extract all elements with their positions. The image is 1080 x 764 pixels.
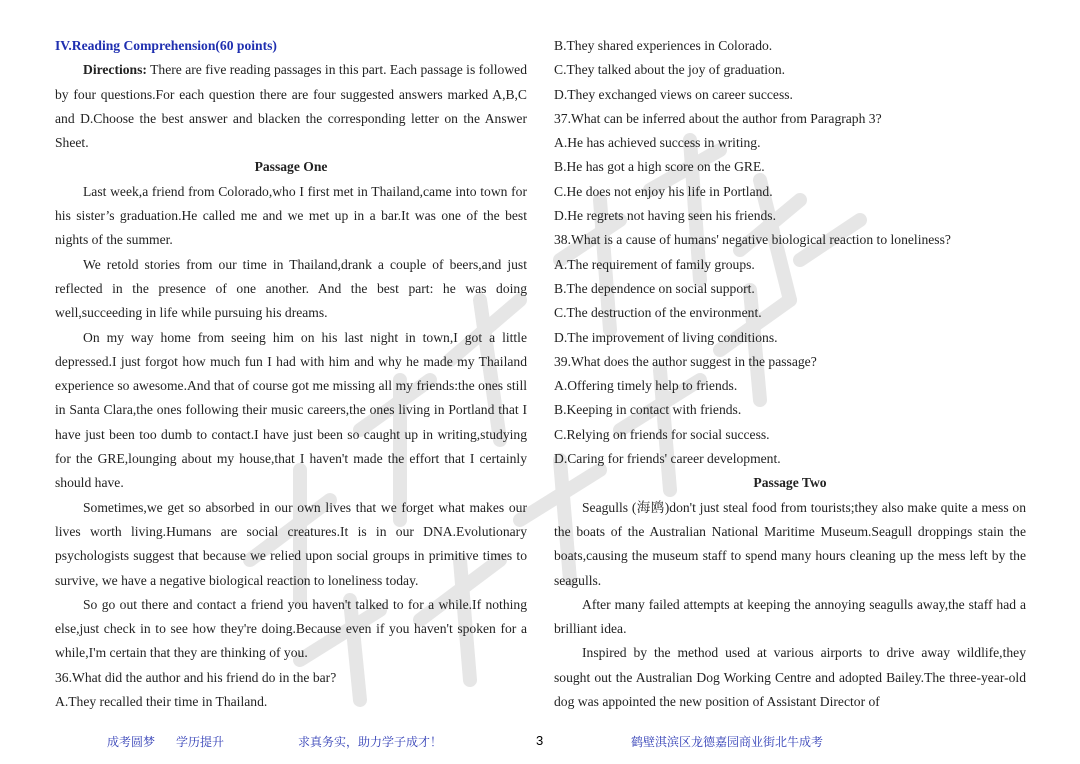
paragraph: Last week,a friend from Colorado,who I first met in Thailand,came into town for his sister’s graduation.He called me and we met up in a bar.It was one of the best nights of the summer. xyxy=(55,183,527,248)
page-number: 3 xyxy=(536,733,544,748)
directions-label: Directions: xyxy=(83,62,147,78)
paragraph: Inspired by the method used at various airports to drive away wildlife,they sought out the Australian Dog Working Centre and adopted Bailey.The three-year-old dog was appointed the new position of Assistant Director of xyxy=(554,645,1026,710)
paragraph: Seagulls (海鸥)don't just steal food from tourists;they also make quite a mess on the boats of the Australian National Maritime Museum.Seagull droppings stain the boats,causing the museum staff to spend many hours cleaning up the mess left by the seagulls. xyxy=(554,499,1026,588)
option: C.He does not enjoy his life in Portland. xyxy=(554,183,773,199)
option: B.He has got a high score on the GRE. xyxy=(554,159,765,175)
directions-text: There are five reading passages in this part. Each passage is followed by four questions.For each question there are four suggested answers marked A,B,C and D.Choose the best answer and blacken the corresponding letter on the Answer Sheet. xyxy=(55,62,527,151)
footer-address: 鹤壁淇滨区龙德嘉园商业街北牛成考 xyxy=(631,735,824,749)
option: A.Offering timely help to friends. xyxy=(554,378,738,394)
footer-slogan-2: 学历提升 xyxy=(176,735,225,749)
option: A.They recalled their time in Thailand. xyxy=(55,694,268,710)
passage-one-title: Passage One xyxy=(254,159,328,175)
left-column xyxy=(55,34,527,714)
option: D.He regrets not having seen his friends. xyxy=(554,208,776,224)
question-37: 37.What can be inferred about the author from Paragraph 3? xyxy=(554,110,882,126)
paragraph: After many failed attempts at keeping the annoying seagulls away,the staff had a brilliant idea. xyxy=(554,596,1026,637)
paragraph: On my way home from seeing him on his last night in town,I got a little depressed.I just forgot how much fun I had with him and why he made my Thailand experience so awesome.And that of course got me missing all my friends:the ones still in Santa Clara,the ones following their music careers,the ones living in Portland that I have just been too dumb to contact.I have just been so caught up in writing,studying for the GRE,lounging about my house,that I haven't made the effort that I certainly should have. xyxy=(55,329,527,491)
option: B.The dependence on social support. xyxy=(554,280,755,296)
footer-slogan-1: 成考圆梦 xyxy=(107,735,156,749)
question-38: 38.What is a cause of humans' negative biological reaction to loneliness? xyxy=(554,232,951,248)
question-36: 36.What did the author and his friend do in the bar? xyxy=(55,669,337,685)
paragraph: So go out there and contact a friend you haven't talked to for a while.If nothing else,just check in to see how they're doing.Because even if you haven't spoken for a while,I'm certain that they are thinking of you. xyxy=(55,596,527,661)
option: A.He has achieved success in writing. xyxy=(554,135,761,151)
paragraph: Sometimes,we get so absorbed in our own lives that we forget what makes our lives worth living.Humans are social creatures.It is in our DNA.Evolutionary psychologists suggest that because we relied upon social groups in primitive times to survive, we have a negative biological reaction to loneliness today. xyxy=(55,499,527,588)
paragraph: We retold stories from our time in Thailand,drank a couple of beers,and just reflected in the presence of one another. And the best part: he was doing well,succeeding in life while pursuing his dreams. xyxy=(55,256,527,321)
option: A.The requirement of family groups. xyxy=(554,256,755,272)
section-title: IV.Reading Comprehension(60 points) xyxy=(55,38,277,53)
option: D.They exchanged views on career success. xyxy=(554,86,793,102)
option: C.The destruction of the environment. xyxy=(554,305,762,321)
passage-two-title: Passage Two xyxy=(753,475,827,491)
question-39: 39.What does the author suggest in the passage? xyxy=(554,353,817,369)
directions xyxy=(55,58,527,155)
footer-slogan-3: 求真务实，助力学子成才！ xyxy=(298,735,443,749)
option: D.Caring for friends' career development. xyxy=(554,451,781,467)
page-footer xyxy=(0,733,1080,753)
option: B.Keeping in contact with friends. xyxy=(554,402,742,418)
right-column xyxy=(554,34,1026,714)
option: D.The improvement of living conditions. xyxy=(554,329,778,345)
option: C.They talked about the joy of graduation. xyxy=(554,62,786,78)
option: B.They shared experiences in Colorado. xyxy=(554,38,773,53)
option: C.Relying on friends for social success. xyxy=(554,426,770,442)
